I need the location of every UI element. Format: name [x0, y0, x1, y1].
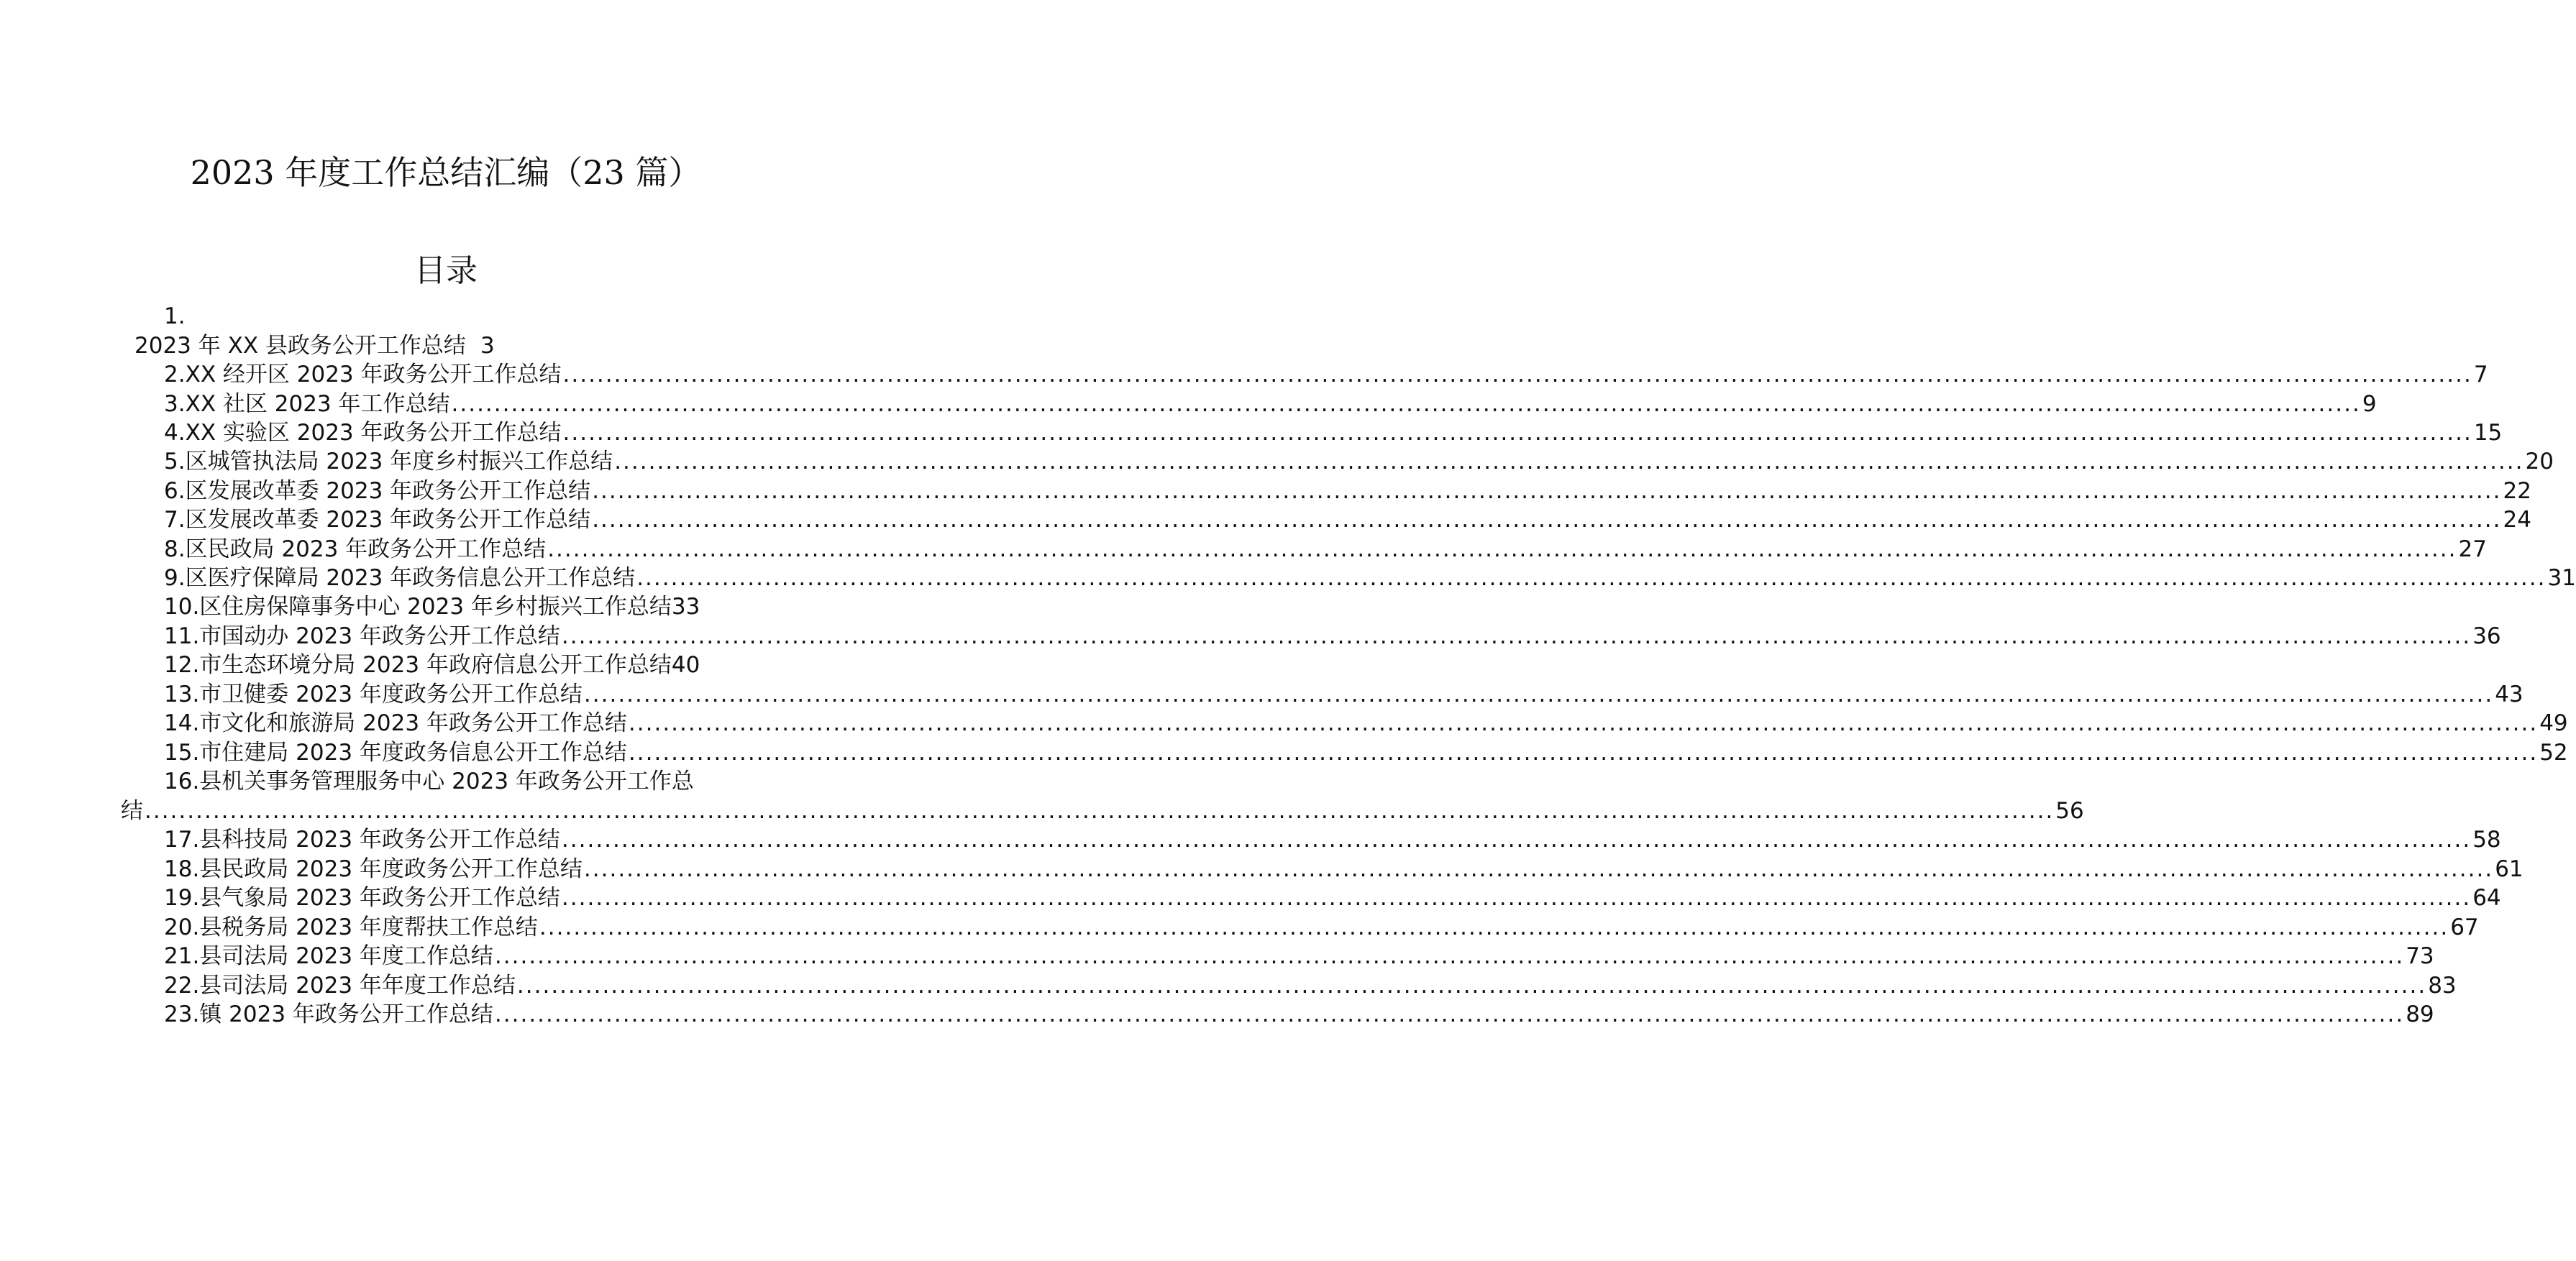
toc-entry-page: 3: [480, 333, 495, 359]
leader-dots: [629, 707, 2538, 740]
toc-entry-15[interactable]: [164, 737, 2568, 769]
toc-entry-title: 7.区发展改革委 2023 年政务公开工作总结: [164, 507, 591, 533]
leader-dots: [547, 533, 2457, 566]
leader-dots: [562, 824, 2471, 856]
toc-entry-page: 31: [2547, 565, 2576, 591]
toc-entry-title: 14.市文化和旅游局 2023 年政务公开工作总结: [164, 710, 627, 736]
toc-entry-3[interactable]: [164, 388, 2377, 421]
toc-entry-page: 33: [671, 594, 700, 620]
toc-entry-title: 15.市住建局 2023 年度政务信息公开工作总结: [164, 740, 627, 766]
toc-entry-11[interactable]: [164, 620, 2501, 653]
toc-entry-title: 20.县税务局 2023 年度帮扶工作总结: [164, 914, 538, 940]
leader-dots: [452, 388, 2361, 421]
leader-dots: [614, 446, 2524, 478]
toc-entry-5[interactable]: [164, 446, 2554, 478]
toc-entry-21[interactable]: [164, 940, 2434, 973]
toc-entry-17[interactable]: [164, 824, 2501, 856]
document-title: 2023 年度工作总结汇编（23 篇）: [190, 153, 702, 192]
toc-entry-page: 9: [2362, 391, 2377, 417]
toc-entry-page: 56: [2055, 798, 2084, 824]
leader-dots: [592, 504, 2501, 536]
toc-entry-1[interactable]: [134, 330, 566, 362]
toc-entry-1-number-text: 1.: [164, 303, 186, 329]
leader-dots: [563, 417, 2472, 449]
toc-entry-title: 9.区医疗保障局 2023 年政务信息公开工作总结: [164, 565, 636, 591]
leader-dots: [563, 359, 2472, 391]
toc-entry-title: 23.镇 2023 年政务公开工作总结: [164, 1001, 493, 1027]
toc-entry-12[interactable]: [164, 649, 700, 682]
toc-entry-16-line1[interactable]: [164, 766, 694, 798]
toc-entry-page: 7: [2473, 362, 2488, 388]
toc-entry-title: 21.县司法局 2023 年度工作总结: [164, 943, 493, 969]
toc-entry-10[interactable]: [164, 591, 700, 623]
leader-dots: [636, 562, 2546, 595]
toc-entry-14[interactable]: [164, 707, 2568, 740]
toc-entry-page: 40: [671, 652, 700, 678]
toc-entry-page: 73: [2406, 943, 2434, 969]
toc-entry-title: 16.县机关事务管理服务中心 2023 年政务公开工作总: [164, 769, 694, 794]
toc-entry-title: 8.区民政局 2023 年政务公开工作总结: [164, 536, 547, 562]
toc-entry-title: 11.市国动办 2023 年政务公开工作总结: [164, 623, 560, 649]
toc-entry-20[interactable]: [164, 912, 2479, 944]
toc-entry-16[interactable]: [121, 795, 2084, 827]
toc-entry-page: 36: [2472, 623, 2501, 649]
toc-entry-page: 64: [2472, 885, 2501, 911]
leader-dots: [145, 795, 2054, 827]
leader-dots: [562, 882, 2471, 914]
leader-dots: [592, 475, 2501, 508]
leader-dots: [517, 970, 2426, 1002]
toc-entry-page: 89: [2406, 1001, 2434, 1027]
toc-entry-page: 20: [2525, 449, 2554, 474]
leader-dots: [584, 679, 2493, 711]
toc-entry-1-number[interactable]: [164, 301, 236, 333]
toc-entry-title: 6.区发展改革委 2023 年政务公开工作总结: [164, 478, 591, 504]
toc-entry-22[interactable]: [164, 970, 2457, 1002]
toc-entry-page: 67: [2450, 914, 2479, 940]
toc-entry-title: 13.市卫健委 2023 年度政务公开工作总结: [164, 682, 583, 707]
toc-entry-page: 43: [2495, 682, 2524, 707]
toc-entry-title-continued: 结: [121, 798, 143, 824]
toc-entry-page: 49: [2539, 710, 2568, 736]
toc-entry-title: 18.县民政局 2023 年度政务公开工作总结: [164, 856, 583, 882]
toc-entry-7[interactable]: [164, 504, 2531, 536]
toc-entry-page: 27: [2458, 536, 2487, 562]
toc-entry-page: 52: [2539, 740, 2568, 766]
toc-entry-18[interactable]: [164, 853, 2524, 886]
toc-entry-title: 2.XX 经开区 2023 年政务公开工作总结: [164, 362, 562, 388]
leader-dots: [495, 940, 2404, 973]
toc-entry-title: 12.市生态环境分局 2023 年政府信息公开工作总结: [164, 652, 672, 678]
toc-entry-19[interactable]: [164, 882, 2501, 914]
toc-entry-title: 22.县司法局 2023 年年度工作总结: [164, 973, 516, 999]
toc-entry-title: 2023 年 XX 县政务公开工作总结: [134, 333, 466, 359]
toc-entry-8[interactable]: [164, 533, 2487, 566]
leader-dots: [629, 737, 2538, 769]
leader-dots: [562, 620, 2471, 653]
toc-entry-title: 5.区城管执法局 2023 年度乡村振兴工作总结: [164, 449, 613, 474]
toc-entry-title: 19.县气象局 2023 年政务公开工作总结: [164, 885, 560, 911]
toc-entry-2[interactable]: [164, 359, 2488, 391]
toc-entry-page: 15: [2473, 420, 2503, 446]
toc-entry-page: 22: [2503, 478, 2531, 504]
toc-entry-23[interactable]: [164, 999, 2434, 1031]
toc-entry-title: 3.XX 社区 2023 年工作总结: [164, 391, 450, 417]
toc-entry-title: 10.区住房保障事务中心 2023 年乡村振兴工作总结: [164, 594, 672, 620]
toc-entry-title: 4.XX 实验区 2023 年政务公开工作总结: [164, 420, 562, 446]
toc-entry-4[interactable]: [164, 417, 2503, 449]
toc-entry-6[interactable]: [164, 475, 2531, 508]
toc-entry-page: 61: [2495, 856, 2524, 882]
leader-dots: [584, 853, 2493, 886]
leader-dots: [539, 912, 2449, 944]
toc-entry-title: 17.县科技局 2023 年政务公开工作总结: [164, 827, 560, 853]
toc-entry-page: 58: [2472, 827, 2501, 853]
toc-entry-9[interactable]: [164, 562, 2576, 595]
toc-heading: 目录: [414, 252, 478, 289]
toc-entry-page: 83: [2428, 973, 2457, 999]
leader-dots: [495, 999, 2404, 1031]
toc-entry-page: 24: [2503, 507, 2531, 533]
toc-entry-13[interactable]: [164, 679, 2524, 711]
